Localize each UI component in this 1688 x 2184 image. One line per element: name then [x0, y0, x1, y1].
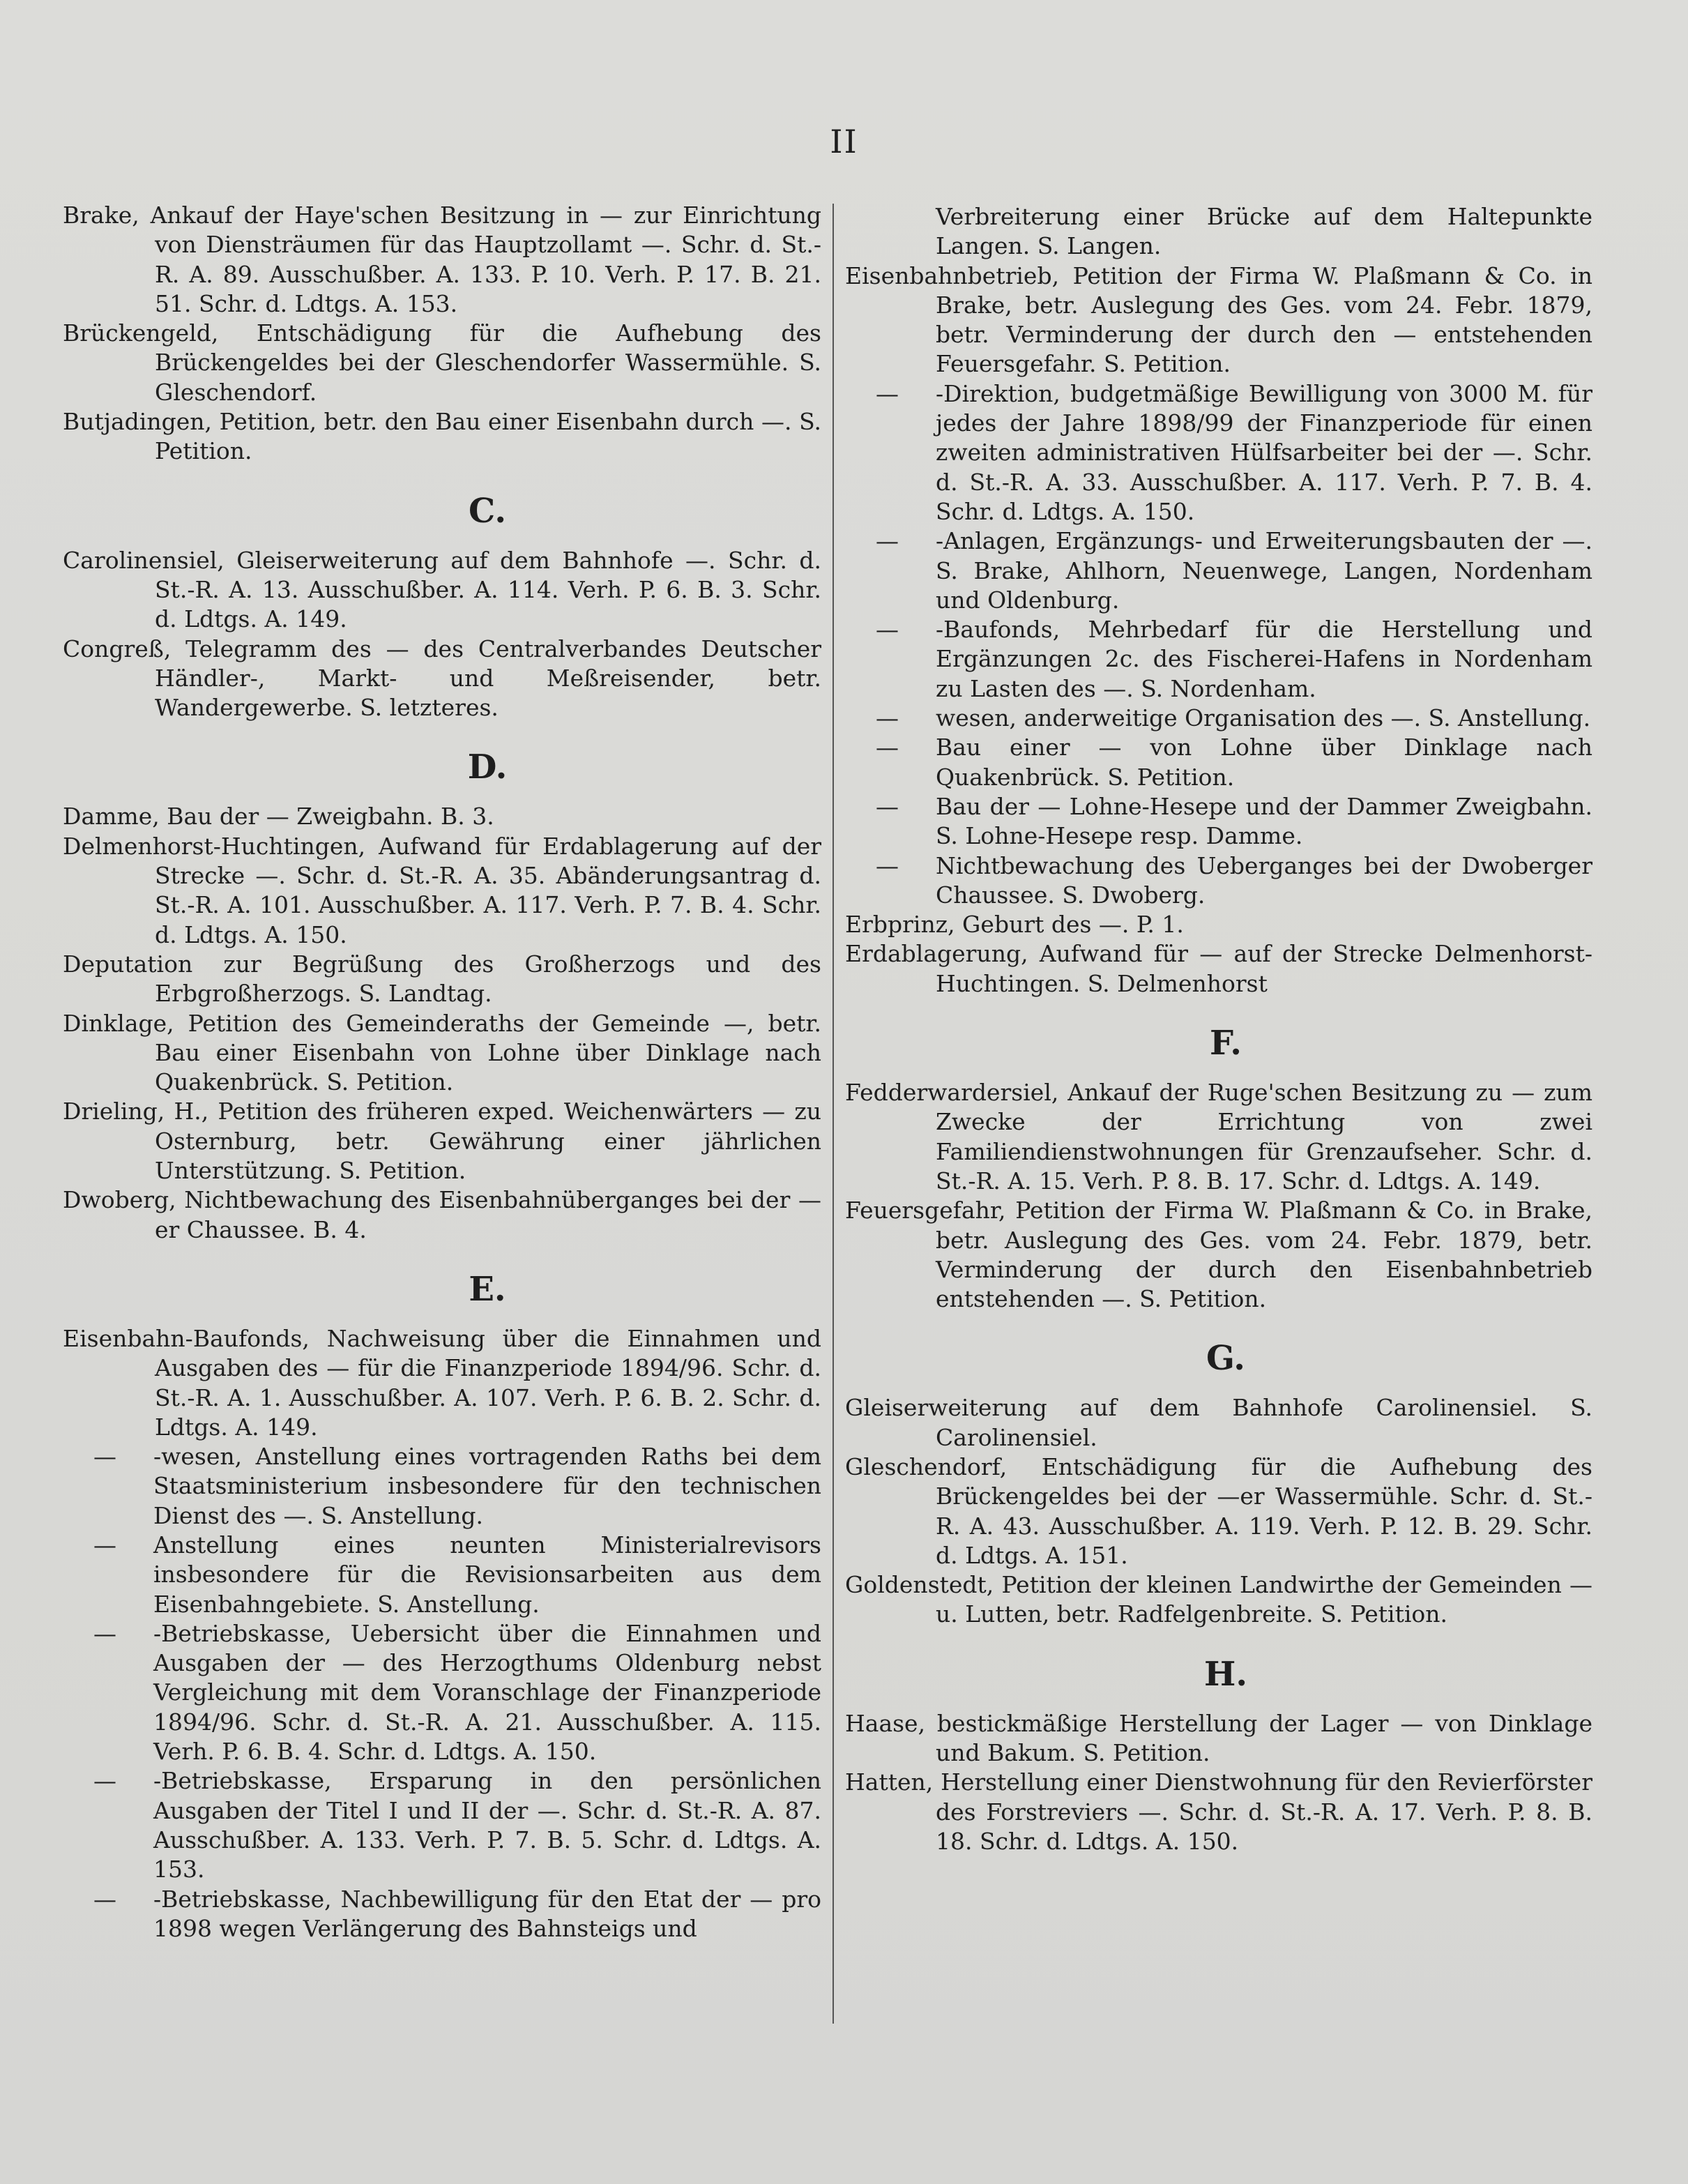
section-letter: H. [1203, 1654, 1248, 1694]
continuation-dash: — [876, 379, 899, 407]
subentry-text: Nichtbewachung des Ueberganges bei der Dwoberger Chaussee. S. Dwoberg. [936, 851, 1592, 909]
subentry-text: -Betriebskasse, Ersparung in den persönlichen Ausgaben der Titel I und II der —. Schr. d. St.-R. A. 87. Ausschußber. A. 133. Verh. P. 7. B. 5. Schr. d. Ldtgs. A. 153. [153, 1767, 821, 1883]
continuation-dash: — [876, 792, 899, 820]
index-subentry [63, 1885, 821, 1944]
index-entry: Delmenhorst-Huchtingen, Aufwand für Erdablagerung auf der Strecke —. Schr. d. St.-R. A. 35. Abänderungsantrag d. St.-R. A. 101. Ausschußber. A. 117. Verh. P. 7. B. 4. Schr. d. Ldtgs. A. 150. [63, 832, 821, 948]
continuation-dash: — [876, 527, 899, 555]
continuation-dash: — [93, 1885, 116, 1913]
index-entry: Deputation zur Begrüßung des Großherzogs und des Erbgroßherzogs. S. Landtag. [63, 950, 821, 1008]
index-subentry [845, 202, 1592, 261]
subentry-text: Bau der — Lohne-Hesepe und der Dammer Zweigbahn. S. Lohne-Hesepe resp. Damme. [936, 792, 1592, 850]
index-entry: Drieling, H., Petition des früheren exped. Weichenwärters — zu Osternburg, betr. Gewährung einer jährlichen Unterstützung. S. Petition. [63, 1098, 821, 1185]
subentry-text: -Direktion, budgetmäßige Bewilligung von 3000 M. für jedes der Jahre 1898/99 der Finanzperiode für einen zweiten administrativen Hülfsarbeiter bei der —. Schr. d. St.-R. A. 33. Ausschußber. A. 117. Verh. P. 7. B. 4. Schr. d. Ldtgs. A. 150. [936, 379, 1592, 525]
index-subentry [63, 1442, 821, 1531]
index-entry: Carolinensiel, Gleiserweiterung auf dem Bahnhofe —. Schr. d. St.-R. A. 13. Ausschußber. A. 114. Verh. P. 6. B. 3. Schr. d. Ldtgs. A. 149. [63, 546, 821, 633]
index-subentry [845, 733, 1592, 792]
continuation-dash: — [93, 1443, 116, 1471]
subentry-text: -Baufonds, Mehrbedarf für die Herstellung und Ergänzungen 2c. des Fischerei-Hafens in Nordenham zu Lasten des —. S. Nordenham. [936, 616, 1592, 702]
index-entry: Gleschendorf, Entschädigung für die Aufhebung des Brückengeldes bei der —er Wassermühle. Schr. d. St.-R. A. 43. Ausschußber. A. 119. Verh. P. 12. B. 29. Schr. d. Ldtgs. A. 151. [845, 1453, 1592, 1569]
index-subentry [63, 1531, 821, 1619]
index-entry: Goldenstedt, Petition der kleinen Landwirthe der Gemeinden — u. Lutten, betr. Radfelgenbreite. S. Petition. [845, 1571, 1592, 1628]
index-entry: Damme, Bau der — Zweigbahn. B. 3. [63, 803, 494, 831]
section-letter: C. [468, 491, 507, 531]
left-column [63, 201, 821, 1943]
index-entry: Dinklage, Petition des Gemeinderaths der Gemeinde —, betr. Bau einer Eisenbahn von Lohne über Dinklage nach Quakenbrück. S. Petition. [63, 1009, 821, 1096]
subentry-text: -Betriebskasse, Nachbewilligung für den Etat der — pro 1898 wegen Verlängerung des Bahnsteigs und [153, 1885, 821, 1942]
index-entry: Gleiserweiterung auf dem Bahnhofe Carolinensiel. S. Carolinensiel. [845, 1394, 1592, 1451]
index-subentry [845, 851, 1592, 911]
continuation-dash: — [876, 851, 899, 879]
index-entry: Erbprinz, Geburt des —. P. 1. [845, 911, 1184, 939]
subentry-text: -Betriebskasse, Uebersicht über die Einnahmen und Ausgaben der — des Herzogthums Oldenburg nebst Vergleichung mit dem Voranschlage der Finanzperiode 1894/96. Schr. d. St.-R. A. 21. Ausschußber. A. 115. Verh. P. 6. B. 4. Schr. d. Ldtgs. A. 150. [153, 1619, 821, 1766]
index-subentry [845, 704, 1592, 733]
index-subentry [845, 379, 1592, 526]
index-entry: Dwoberg, Nichtbewachung des Eisenbahnüberganges bei der —er Chaussee. B. 4. [63, 1186, 821, 1243]
section-letter: E. [469, 1269, 506, 1309]
continuation-dash: — [876, 616, 899, 644]
index-subentry [845, 615, 1592, 704]
index-entry: Fedderwardersiel, Ankauf der Ruge'schen Besitzung zu — zum Zwecke der Errichtung von zwei Familiendienstwohnungen für Grenzaufseher. Schr. d. St.-R. A. 15. Verh. P. 8. B. 17. Schr. d. Ldtgs. A. 149. [845, 1079, 1592, 1195]
subentry-text: Verbreiterung einer Brücke auf dem Haltepunkte Langen. S. Langen. [936, 203, 1592, 260]
column-divider [832, 204, 834, 2024]
section-letter: D. [467, 748, 508, 787]
index-subentry [63, 1766, 821, 1884]
index-entry: Feuersgefahr, Petition der Firma W. Plaßmann & Co. in Brake, betr. Auslegung des Ges. vom 24. Febr. 1879, betr. Verminderung der durch den Eisenbahnbetrieb entstehenden —. S. Petition. [845, 1197, 1592, 1313]
index-subentry [845, 526, 1592, 615]
index-entry: Haase, bestickmäßige Herstellung der Lager — von Dinklage und Bakum. S. Petition. [845, 1709, 1592, 1767]
continuation-dash: — [93, 1619, 116, 1647]
index-entry: Eisenbahnbetrieb, Petition der Firma W. Plaßmann & Co. in Brake, betr. Auslegung des Ges. vom 24. Febr. 1879, betr. Verminderung der durch den — entstehenden Feuersgefahr. S. Petition. [845, 261, 1592, 378]
index-entry: Brückengeld, Entschädigung für die Aufhebung des Brückengeldes bei der Gleschendorfer Wassermühle. S. Gleschendorf. [63, 319, 821, 406]
subentry-text: Anstellung eines neunten Ministerialrevisors insbesondere für die Revisionsarbeiten aus dem Eisenbahngebiete. S. Anstellung. [153, 1531, 821, 1618]
subentry-text: Bau einer — von Lohne über Dinklage nach Quakenbrück. S. Petition. [936, 734, 1592, 791]
continuation-dash: — [876, 704, 899, 732]
subentry-text: -wesen, Anstellung eines vortragenden Raths bei dem Staatsministerium insbesondere für den technischen Dienst des —. S. Anstellung. [153, 1443, 821, 1529]
continuation-dash: — [876, 734, 899, 761]
section-letter: F. [1210, 1024, 1242, 1063]
index-subentry [845, 792, 1592, 851]
index-entry: Brake, Ankauf der Haye'schen Besitzung in — zur Einrichtung von Diensträumen für das Hauptzollamt —. Schr. d. St.-R. A. 89. Ausschußber. A. 133. P. 10. Verh. P. 17. B. 21. 51. Schr. d. Ldtgs. A. 153. [63, 202, 821, 317]
subentry-text: wesen, anderweitige Organisation des —. S. Anstellung. [936, 704, 1591, 732]
index-entry: Congreß, Telegramm des — des Centralverbandes Deutscher Händler-, Markt- und Meßreisender, betr. Wandergewerbe. S. letzteres. [63, 635, 821, 722]
index-entry: Hatten, Herstellung einer Dienstwohnung für den Revierförster des Forstreviers —. Schr. d. St.-R. A. 17. Verh. P. 8. B. 18. Schr. d. Ldtgs. A. 150. [845, 1768, 1592, 1855]
continuation-dash: — [93, 1531, 116, 1559]
subentry-text: -Anlagen, Ergänzungs- und Erweiterungsbauten der —. S. Brake, Ahlhorn, Neuenwege, Langen, Nordenham und Oldenburg. [936, 527, 1592, 614]
index-entry: Butjadingen, Petition, betr. den Bau einer Eisenbahn durch —. S. Petition. [63, 408, 821, 465]
section-letter: G. [1206, 1339, 1245, 1379]
index-subentry [63, 1619, 821, 1766]
right-column [845, 202, 1592, 1856]
continuation-dash: — [93, 1767, 116, 1795]
index-entry: Eisenbahn-Baufonds, Nachweisung über die Einnahmen und Ausgaben des — für die Finanzperiode 1894/96. Schr. d. St.-R. A. 1. Ausschußber. A. 107. Verh. P. 6. B. 2. Schr. d. Ldtgs. A. 149. [63, 1324, 821, 1441]
page-number: II [830, 123, 858, 160]
index-entry: Erdablagerung, Aufwand für — auf der Strecke Delmenhorst-Huchtingen. S. Delmenhorst [845, 940, 1592, 997]
